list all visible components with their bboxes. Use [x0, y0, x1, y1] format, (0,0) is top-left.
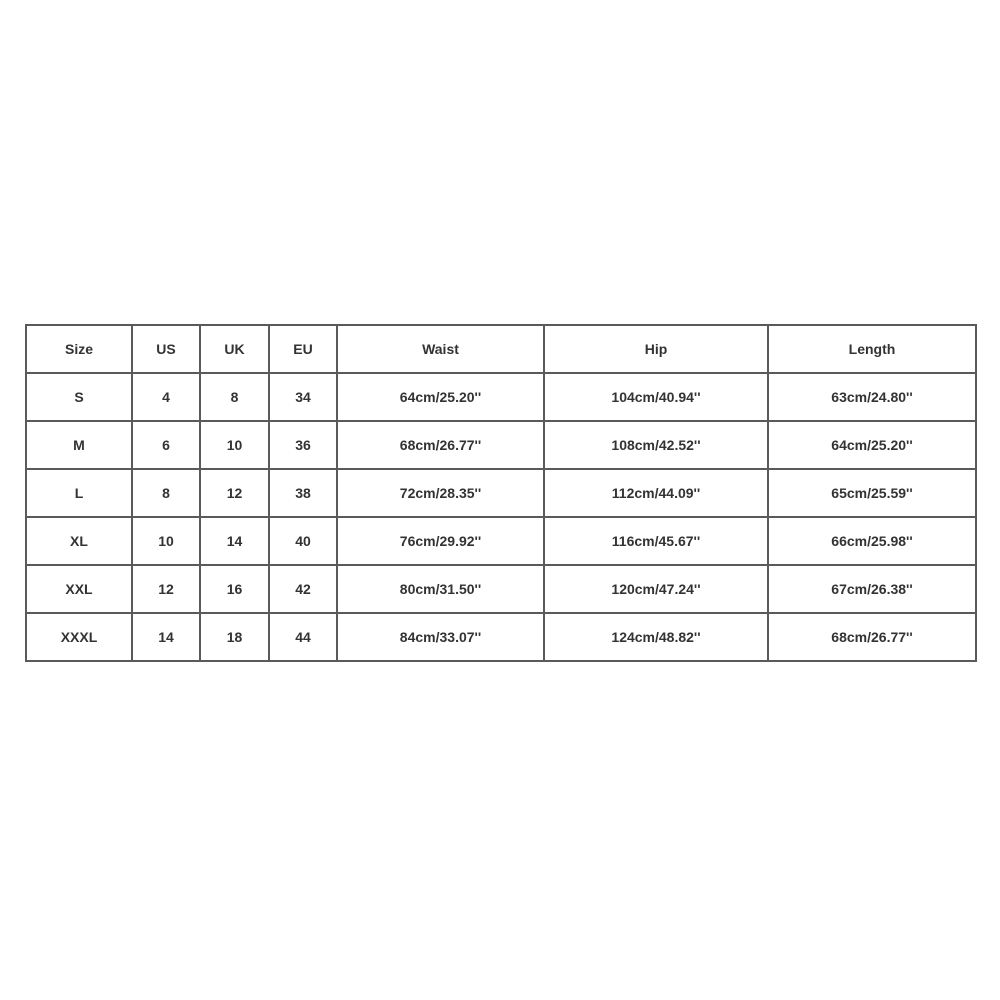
cell-waist: 72cm/28.35'': [337, 469, 544, 517]
cell-size: XXXL: [26, 613, 132, 661]
table-row: [26, 565, 976, 613]
cell-size: L: [26, 469, 132, 517]
header-length: Length: [768, 325, 976, 373]
table-row: [26, 421, 976, 469]
cell-uk: 10: [200, 421, 269, 469]
cell-size: S: [26, 373, 132, 421]
cell-us: 14: [132, 613, 200, 661]
cell-length: 65cm/25.59'': [768, 469, 976, 517]
cell-eu: 38: [269, 469, 337, 517]
cell-length: 66cm/25.98'': [768, 517, 976, 565]
cell-hip: 104cm/40.94'': [544, 373, 768, 421]
cell-waist: 76cm/29.92'': [337, 517, 544, 565]
header-hip: Hip: [544, 325, 768, 373]
cell-length: 64cm/25.20'': [768, 421, 976, 469]
cell-us: 4: [132, 373, 200, 421]
cell-hip: 108cm/42.52'': [544, 421, 768, 469]
header-us: US: [132, 325, 200, 373]
cell-length: 63cm/24.80'': [768, 373, 976, 421]
cell-uk: 16: [200, 565, 269, 613]
cell-hip: 116cm/45.67'': [544, 517, 768, 565]
header-uk: UK: [200, 325, 269, 373]
cell-length: 67cm/26.38'': [768, 565, 976, 613]
cell-waist: 68cm/26.77'': [337, 421, 544, 469]
cell-hip: 124cm/48.82'': [544, 613, 768, 661]
cell-eu: 34: [269, 373, 337, 421]
cell-waist: 64cm/25.20'': [337, 373, 544, 421]
table-row: [26, 613, 976, 661]
header-waist: Waist: [337, 325, 544, 373]
cell-eu: 40: [269, 517, 337, 565]
cell-uk: 14: [200, 517, 269, 565]
cell-hip: 120cm/47.24'': [544, 565, 768, 613]
cell-us: 6: [132, 421, 200, 469]
cell-eu: 36: [269, 421, 337, 469]
cell-size: XXL: [26, 565, 132, 613]
header-size: Size: [26, 325, 132, 373]
table-row: [26, 469, 976, 517]
cell-us: 8: [132, 469, 200, 517]
cell-size: XL: [26, 517, 132, 565]
cell-uk: 12: [200, 469, 269, 517]
header-eu: EU: [269, 325, 337, 373]
cell-hip: 112cm/44.09'': [544, 469, 768, 517]
cell-uk: 18: [200, 613, 269, 661]
table-row: [26, 517, 976, 565]
cell-eu: 42: [269, 565, 337, 613]
cell-uk: 8: [200, 373, 269, 421]
cell-length: 68cm/26.77'': [768, 613, 976, 661]
cell-us: 12: [132, 565, 200, 613]
cell-waist: 80cm/31.50'': [337, 565, 544, 613]
cell-us: 10: [132, 517, 200, 565]
cell-eu: 44: [269, 613, 337, 661]
cell-size: M: [26, 421, 132, 469]
table-row: [26, 373, 976, 421]
header-row: [26, 325, 976, 373]
cell-waist: 84cm/33.07'': [337, 613, 544, 661]
size-chart-table: [25, 324, 977, 662]
